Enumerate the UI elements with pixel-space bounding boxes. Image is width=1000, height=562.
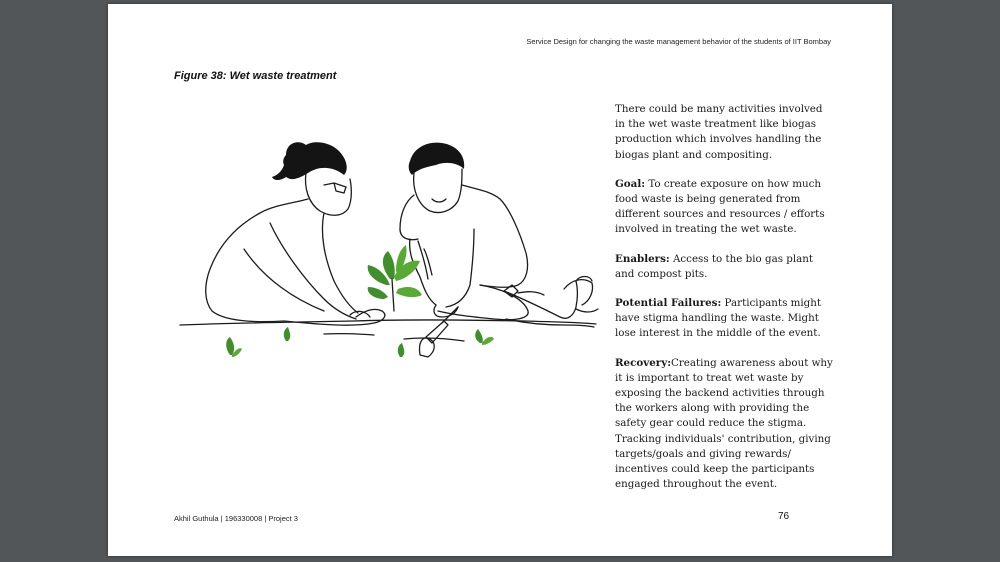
page-number: 76 [778, 511, 790, 522]
seedling-left [226, 337, 234, 355]
recovery-label: Recovery: [615, 356, 671, 369]
seedling-mid-left [284, 327, 290, 341]
recovery-paragraph: Recovery:Creating awareness about why it is important to treat wet waste by exposing the backend activities through the workers along with providing the safety gear could reduce the stigma. Tracking individuals' contribution, giving targets/goals and giving rewards/ incentives could keep the participants engaged throughout the event. [615, 356, 833, 491]
seedling-right [475, 329, 483, 343]
seedling-mid [398, 343, 404, 357]
figure-caption: Figure 38: Wet waste treatment [174, 70, 337, 82]
woman-figure [206, 142, 385, 325]
goal-paragraph: Goal: To create exposure on how much food waste is being generated from different sources and resources / efforts involved in treating the wet waste. [615, 177, 825, 236]
enablers-paragraph: Enablers: Access to the bio gas plant and compost pits. [615, 252, 814, 280]
body-text-column [615, 102, 835, 506]
footer-author: Akhil Guthula | 196330008 | Project 3 [174, 514, 298, 523]
plant-seedling [368, 245, 422, 311]
wet-waste-illustration [174, 129, 604, 374]
running-header: Service Design for changing the waste management behavior of the students of IIT Bombay [526, 37, 831, 46]
document-page [108, 4, 892, 556]
failures-paragraph: Potential Failures: Participants might have stigma handling the waste. Might lose interest in the middle of the event. [615, 297, 822, 340]
enablers-label: Enablers: [615, 252, 670, 265]
goal-label: Goal: [615, 177, 646, 190]
intro-paragraph: There could be many activities involved in the wet waste treatment like biogas production which involves handling the biogas plant and compositing. [615, 103, 823, 161]
failures-label: Potential Failures: [615, 297, 722, 310]
